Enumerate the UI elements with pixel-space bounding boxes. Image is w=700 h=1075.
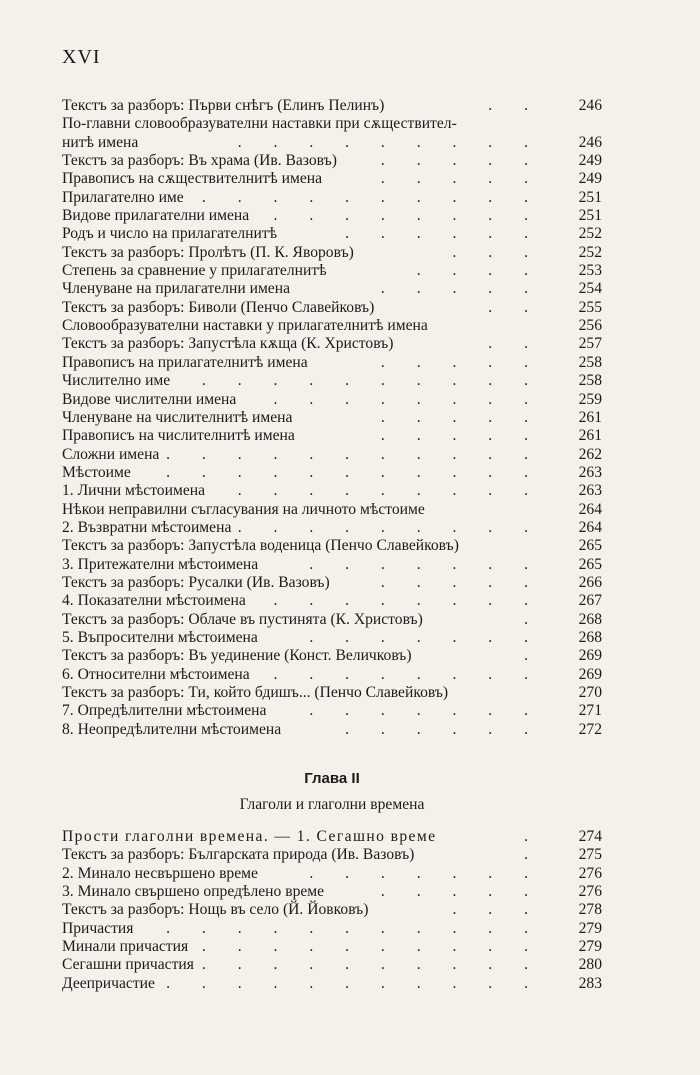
toc-entry-title: Сегашни причастия [62, 956, 194, 974]
toc-entry-page: 279 [578, 919, 602, 937]
toc-entry-title: 3. Минало свършено опредѣлено време [62, 883, 325, 901]
toc-entry-leader: . . . . . [380, 427, 542, 445]
toc-entry-leader: . . . . . [380, 170, 542, 188]
toc-entry-title: Текстъ за разборъ: Запустѣла кѫща (К. Христовъ) [62, 335, 394, 353]
toc-entry-leader: . . [488, 335, 542, 353]
toc-entry-page: 246 [578, 133, 602, 151]
toc-entry-title: Нѣкои неправилни съгласувания на личното мѣстоиме [62, 500, 425, 518]
toc-entry-title: 4. Показателни мѣстоимена [62, 592, 246, 610]
toc-entry-title: Причастия [62, 919, 134, 937]
toc-entry [62, 335, 602, 353]
toc-entry-title: 8. Неопредѣлителни мѣстоимена [62, 720, 282, 738]
toc-entry-title: 5. Въпросителни мѣстоимена [62, 628, 258, 646]
toc-entry-page: 270 [578, 684, 602, 701]
toc-entry [62, 702, 602, 720]
toc-entry-page: 265 [578, 555, 602, 573]
toc-entry [62, 865, 602, 883]
toc-entry-page: 252 [578, 243, 602, 261]
toc-entry [62, 482, 602, 500]
toc-entry-page: 271 [578, 702, 602, 720]
toc-entry-leader: . . . . . . . . . . . [166, 919, 542, 937]
toc-entry [62, 938, 602, 956]
toc-entry [62, 391, 602, 409]
toc-entry [62, 883, 602, 901]
toc-entry-title: 7. Опредѣлителни мѣстоимена [62, 702, 267, 720]
toc-entry-leader: . . . . . [380, 883, 542, 901]
toc-section-verbs [62, 828, 602, 993]
toc-entry-page: 251 [578, 188, 602, 206]
toc-entry-leader: . [524, 828, 542, 845]
toc-entry-leader: . . . . [416, 262, 542, 280]
toc-entry-leader: . . . . . . . . . [237, 518, 542, 536]
toc-entry-title: Текстъ за разборъ: Биволи (Пенчо Славейковъ) [62, 298, 375, 316]
toc-entry-title: Текстъ за разборъ: Въ уединение (Конст. Величковъ) [62, 647, 412, 665]
toc-entry [62, 666, 602, 684]
toc-entry-page: 261 [578, 408, 602, 426]
toc-entry [62, 299, 602, 317]
toc-entry-page: 258 [578, 372, 602, 390]
toc-entry-title: Числително име [62, 372, 171, 390]
toc-entry-page: 253 [578, 262, 602, 280]
toc-entry-leader: . . . . . . . . . . . [166, 974, 542, 992]
toc-entry-page: 267 [578, 592, 602, 610]
toc-entry [62, 501, 602, 519]
toc-entry [62, 134, 602, 152]
toc-entry-page: 265 [578, 537, 602, 555]
toc-entry-leader: . . . . . [380, 152, 542, 170]
toc-entry [62, 956, 602, 974]
toc-entry-leader: . . . . . . . . . . [201, 188, 542, 206]
toc-entry-leader: . . . . . . . . [273, 665, 542, 683]
toc-entry-title: Текстъ за разборъ: Облаче въ пустинята (К. Христовъ) [62, 610, 423, 628]
toc-entry-leader: . . . [452, 901, 542, 919]
toc-entry-title: Правописъ на сѫществителнитѣ имена [62, 170, 323, 188]
toc-entry-title: 3. Притежателни мѣстоимена [62, 555, 259, 573]
toc-entry-leader: . . [488, 298, 542, 316]
toc-entry-leader: . . . . . . [345, 720, 542, 738]
toc-entry-title: Словообразувателни наставки у прилагателнитѣ имена [62, 317, 428, 335]
toc-entry-page: 264 [578, 500, 602, 518]
toc-entry-title: Текстъ за разборъ: Въ храма (Ив. Вазовъ) [62, 152, 337, 170]
toc-entry [62, 427, 602, 445]
toc-entry-title: Прилагателно име [62, 188, 184, 206]
toc-entry [62, 446, 602, 464]
toc-entry-page: 251 [578, 207, 602, 225]
toc-entry-page: 252 [578, 225, 602, 243]
toc-entry [62, 225, 602, 243]
chapter-title: Глаголи и глаголни времена [239, 796, 425, 813]
toc-entry [62, 574, 602, 592]
toc-entry-leader: . . [488, 97, 542, 114]
toc-entry [62, 354, 602, 372]
toc-entry-page: 279 [578, 938, 602, 956]
toc-entry-page: 268 [578, 610, 602, 628]
toc-entry [62, 317, 602, 335]
chapter-heading: Глава II [304, 770, 360, 787]
toc-entry-page: 266 [578, 573, 602, 591]
toc-entry-leader: . . . . . . [345, 225, 542, 243]
toc-entry [62, 280, 602, 298]
toc-entry-title: 6. Относителни мѣстоимена [62, 665, 250, 683]
toc-entry-page: 246 [578, 97, 602, 114]
toc-entry-page: 276 [578, 883, 602, 901]
toc-entry-title: Текстъ за разборъ: Пролѣтъ (П. К. Яворовъ) [62, 243, 354, 261]
toc-entry [62, 244, 602, 262]
toc-entry-title: Мѣстоиме [62, 463, 131, 481]
toc-entry-title: Текстъ за разборъ: Българската природа (Ив. Вазовъ) [62, 846, 415, 864]
toc-entry-leader: . . . . . . . . . . [201, 938, 542, 956]
toc-entry [62, 170, 602, 188]
toc-entry-page: 254 [578, 280, 602, 298]
toc-entry-leader: . . . . . [380, 353, 542, 371]
toc-entry [62, 684, 602, 702]
toc-entry-title: 1. Лични мѣстоимена [62, 482, 206, 500]
toc-entry [62, 519, 602, 537]
toc-entry-leader: . [524, 610, 542, 628]
toc-entry-title: Сложни имена [62, 445, 160, 463]
toc-entry-leader: . . . . . . . [309, 702, 542, 720]
toc-entry-page: 263 [578, 463, 602, 481]
toc-entry-page: 261 [578, 427, 602, 445]
toc-entry [62, 537, 602, 555]
toc-entry [62, 846, 602, 864]
toc-entry-page: 269 [578, 647, 602, 665]
toc-entry-page: 262 [578, 445, 602, 463]
toc-entry-leader: . . . . . . . . . [237, 133, 542, 151]
toc-entry-title: Видове прилагателни имена [62, 207, 250, 225]
toc-entry-page: 274 [578, 828, 602, 845]
toc-entry-page: 258 [578, 353, 602, 371]
toc-entry-title: нитѣ имена [62, 133, 139, 151]
toc-entry-leader: . . . . . [380, 573, 542, 591]
toc-entry [62, 115, 602, 133]
toc-entry-page: 263 [578, 482, 602, 500]
toc-entry-page: 257 [578, 335, 602, 353]
toc-entry-leader: . . . . . . . . [273, 390, 542, 408]
toc-entry-title: Текстъ за разборъ: Нощь въ село (Й. Йовковъ) [62, 901, 369, 919]
toc-entry [62, 556, 602, 574]
toc-entry-page: 249 [578, 170, 602, 188]
toc-entry-title: Степень за сравнение у прилагателнитѣ [62, 262, 327, 280]
toc-entry [62, 975, 602, 993]
toc-entry [62, 920, 602, 938]
toc-entry-leader: . [524, 647, 542, 665]
toc-entry-title: Правописъ на прилагателнитѣ имена [62, 353, 308, 371]
toc-entry-page: 259 [578, 390, 602, 408]
toc-entry-leader: . . . . . . . [309, 628, 542, 646]
toc-entry-page: 256 [578, 317, 602, 335]
toc-entry-title: По-главни словообразувателни наставки при сѫществител- [62, 115, 457, 133]
toc-entry [62, 721, 602, 739]
toc-entry [62, 409, 602, 427]
toc-entry-leader: . . . . . . . . . . [201, 956, 542, 974]
toc-entry [62, 189, 602, 207]
toc-entry-page: 278 [578, 901, 602, 919]
toc-entry [62, 207, 602, 225]
toc-entry-title: Текстъ за разборъ: Запустѣла воденица (Пенчо Славейковъ) [62, 537, 459, 555]
toc-entry [62, 592, 602, 610]
toc-entry-leader: . [524, 846, 542, 864]
toc-entry-title: Деепричастие [62, 974, 155, 992]
toc-entry [62, 828, 602, 846]
toc-entry-title: Правописъ на числителнитѣ имена [62, 427, 295, 445]
toc-section-nouns-adjectives [62, 97, 602, 739]
toc-entry-title: Минали причастия [62, 938, 189, 956]
toc-entry-leader: . . . . . . . . [273, 592, 542, 610]
toc-entry-page: 268 [578, 628, 602, 646]
toc-entry-page: 255 [578, 298, 602, 316]
toc-entry [62, 464, 602, 482]
toc-entry-title: Текстъ за разборъ: Русалки (Ив. Вазовъ) [62, 573, 330, 591]
toc-entry-page: 249 [578, 152, 602, 170]
toc-entry-leader: . . . . . [380, 280, 542, 298]
toc-entry-title: Родъ и число на прилагателнитѣ [62, 225, 278, 243]
toc-entry-title: 2. Минало несвършено време [62, 864, 258, 882]
toc-entry-leader: . . . . . . . . . . . [166, 463, 542, 481]
toc-entry [62, 262, 602, 280]
toc-entry-page: 280 [578, 956, 602, 974]
toc-entry-leader: . . . . . . . [309, 555, 542, 573]
toc-entry-leader: . . . . . . . . [273, 207, 542, 225]
toc-entry-page: 272 [578, 720, 602, 738]
toc-entry [62, 372, 602, 390]
toc-entry-title: Видове числителни имена [62, 390, 237, 408]
toc-entry-title: Членуване на прилагателни имена [62, 280, 290, 298]
toc-entry [62, 97, 602, 115]
toc-entry-page: 269 [578, 665, 602, 683]
toc-entry [62, 611, 602, 629]
toc-entry-title: Текстъ за разборъ: Ти, който бдишъ... (Пенчо Славейковъ) [62, 684, 449, 701]
toc-entry-title: 2. Възвратни мѣстоимена [62, 518, 232, 536]
toc-entry-leader: . . . . . . . . . . . [166, 445, 542, 463]
toc-entry-leader: . . . . . . . [309, 864, 542, 882]
toc-entry-leader: . . . . . . . . . . [201, 372, 542, 390]
toc-entry-title: Прости глаголни времена. — 1. Сегашно време [62, 828, 437, 845]
toc-entry-page: 275 [578, 846, 602, 864]
toc-entry-title: Текстъ за разборъ: Първи снѣгъ (Елинъ Пелинъ) [62, 97, 385, 114]
page-number: XVI [62, 46, 101, 68]
toc-entry-leader: . . . . . [380, 408, 542, 426]
toc-entry [62, 647, 602, 665]
toc-entry [62, 629, 602, 647]
toc-entry [62, 901, 602, 919]
toc-entry-title: Членуване на числителнитѣ имена [62, 408, 293, 426]
toc-entry-leader: . . . [452, 243, 542, 261]
toc-entry-page: 283 [578, 974, 602, 992]
toc-entry-page: 276 [578, 864, 602, 882]
toc-entry-page: 264 [578, 518, 602, 536]
toc-entry-leader: . . . . . . . . . [237, 482, 542, 500]
toc-entry [62, 152, 602, 170]
